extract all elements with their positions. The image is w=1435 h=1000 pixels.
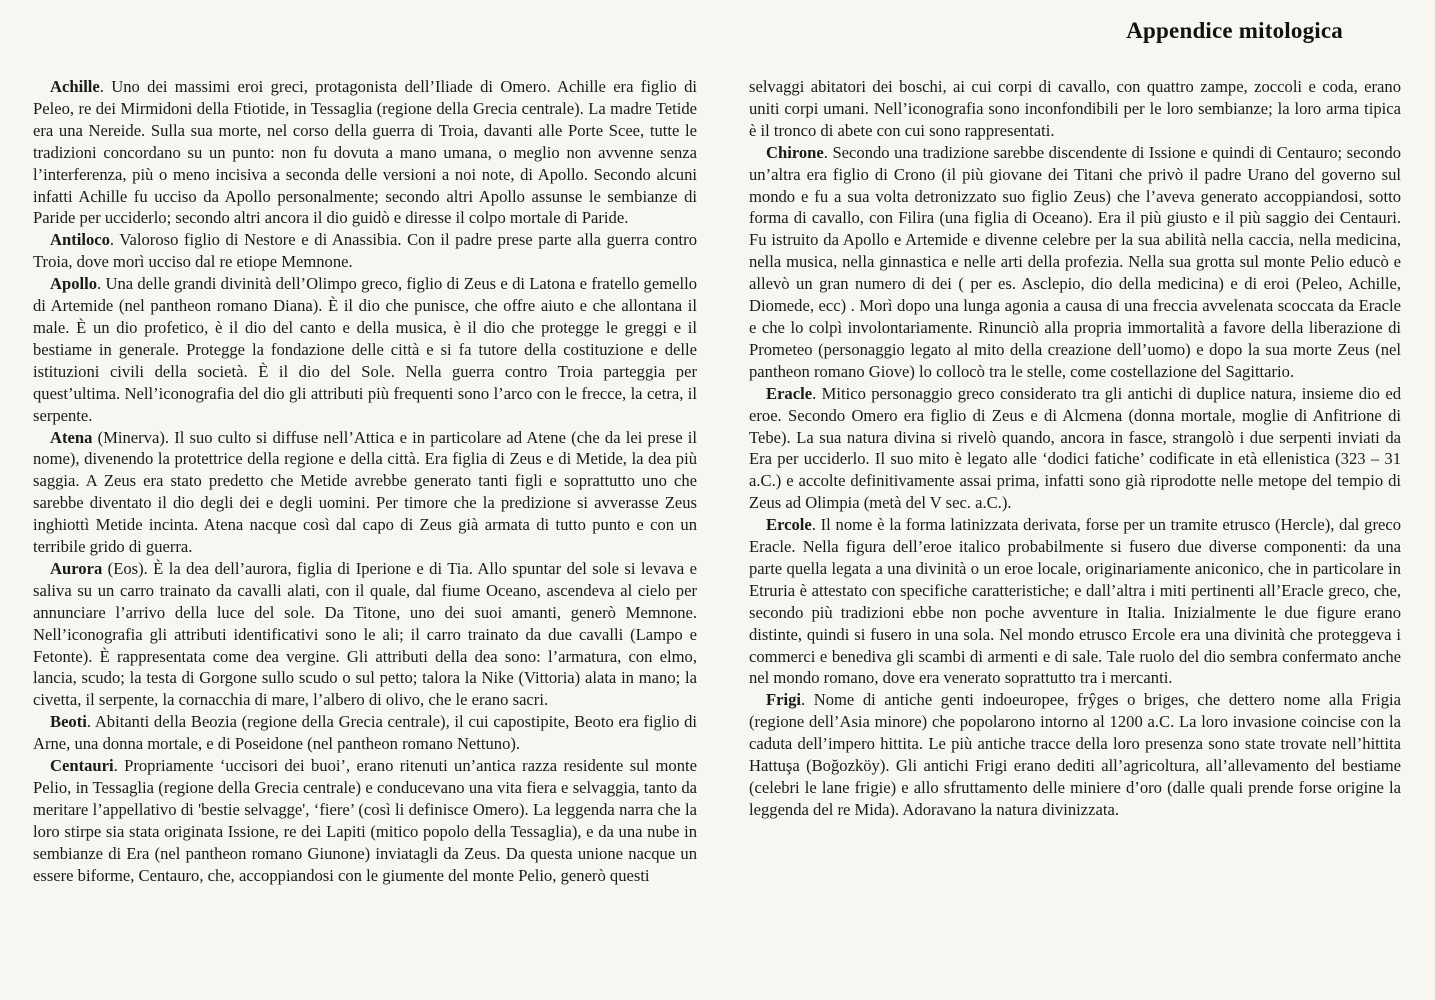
glossary-entry-chirone — [749, 142, 1401, 383]
glossary-entry-eracle — [749, 383, 1401, 514]
entry-term: Achille — [50, 77, 100, 96]
entry-text: . Secondo una tradizione sarebbe discendente di Issione e quindi di Centauro; secondo un’altra era figlio di Crono (il più giovane dei Titani che privò il padre Urano del governo sul mondo e fu a sua volta detronizzato suo figlio Zeus) che l’aveva generato accoppiandosi, sotto forma di cavallo, con Filira (una figlia di Oceano). Era il più giusto e il più saggio dei Centauri. Fu istruito da Apollo e Artemide e divenne celebre per la sua abilità nella caccia, nella medicina, nella musica, nella ginnastica e nelle arti della profezia. Nella sua grotta sul monte Pelio educò e allevò un gran numero di dei ( per es. Asclepio, dio della medicina) e di eroi (Peleo, Achille, Diomede, ecc) . Morì dopo una lunga agonia a causa di una freccia avvelenata scoccata da Eracle e che lo colpì involontariamente. Rinunciò alla propria immortalità a favore della liberazione di Prometeo (personaggio legato al mito della creazione dell’uomo) e dopo la sua morte Zeus (nel pantheon romano Giove) lo collocò tra le stelle, come costellazione del Sagittario. — [749, 142, 1401, 381]
entry-term: Eracle — [766, 383, 813, 403]
glossary-entry-ercole — [749, 514, 1401, 689]
entry-text: . Una delle grandi divinità dell’Olimpo greco, figlio di Zeus e di Latona e fratello gemello di Artemide (nel pantheon romano Diana). È il dio che punisce, che offre aiuto e che allontana il male. È un dio profetico, è il dio del canto e della musica, è il dio che protegge le greggi e il bestiame in generale. Protegge la fondazione delle città e si fa tutore della costituzione e delle istituzioni civili della società. È il dio del Sole. Nella guerra contro Troia parteggia per quest’ultima. Nell’iconografia del dio gli attributi più frequenti sono l’arco con le frecce, la cetra, il serpente. — [33, 274, 697, 425]
entry-term: Aurora — [50, 558, 103, 578]
glossary-entry-frigi — [749, 689, 1401, 820]
glossary-entry-atena — [33, 427, 697, 558]
entry-text: . Abitanti della Beozia (regione della Grecia centrale), il cui capostipite, Beoto era figlio di Arne, una donna mortale, e di Poseidone (nel pantheon romano Nettuno). — [33, 712, 697, 754]
entry-term: Centauri — [50, 756, 114, 776]
entry-text: . Il nome è la forma latinizzata derivata, forse per un tramite etrusco (Hercle), dal greco Eracle. Nella figura dell’eroe italico probabilmente si fusero due diverse componenti: da una parte quella legata a una divinità o un eroe locale, originariamente aniconico, che in particolare in Etruria è attestato con specifiche caratteristiche; e dall’altra i miti pertinenti all’Eracle greco, che, secondo più tradizioni ebbe non poche avventure in Italia. Inizialmente le due figure erano distinte, quindi si fusero in una sola. Nel mondo etrusco Ercole era una divinità che proteggeva i commerci e benediva gli scambi di armenti e di sale. Tale ruolo del dio sembra confermato anche nel mondo romano, dove era venerato soprattutto tra i mercanti. — [749, 515, 1401, 688]
entry-term: Atena — [50, 427, 93, 447]
entry-term: Ercole — [766, 515, 812, 535]
left-column — [33, 76, 697, 887]
entry-text: (Eos). È la dea dell’aurora, figlia di Iperione e di Tia. Allo spuntar del sole si levava e saliva su un carro trainato da cavalli alati, con il quale, dal fiume Oceano, ascendeva al cielo per annunciare l’arrivo della luce del sole. Da Titone, uno dei suoi amanti, generò Memnone. Nell’iconografia gli attributi identificativi sono le ali; il carro trainato da due cavalli (Lampo e Fetonte). È rappresentata come dea vergine. Gli attributi della dea sono: l’armatura, con elmo, lancia, scudo; la testa di Gorgone sullo scudo o sul petto; talora la Nike (Vittoria) alata in mano; la civetta, il serpente, la cornacchia di mare, l’albero di olivo, che le erano sacri. — [33, 558, 697, 710]
entry-term: Frigi — [766, 690, 802, 710]
glossary-entry-continuation: selvaggi abitatori dei boschi, ai cui corpi di cavallo, con quattro zampe, zoccoli e coda, erano uniti corpi umani. Nell’iconografia sono inconfondibili per le loro sembianze; la loro arma tipica è il tronco di abete con cui sono rappresentati. — [749, 77, 1401, 140]
glossary-entry-antiloco — [33, 229, 697, 273]
entry-text: . Uno dei massimi eroi greci, protagonista dell’Iliade di Omero. Achille era figlio di Peleo, re dei Mirmidoni della Ftiotide, in Tessaglia (regione della Grecia centrale). La madre Tetide era una Nereide. Sulla sua morte, nel corso della guerra di Troia, davanti alle Porte Scee, tutte le tradizioni concordano su un punto: non fu dovuta a mano umana, o meglio non avvenne senza l’interferenza, più o meno incisiva a seconda delle versioni a noi note, di Apollo. Secondo alcuni infatti Achille fu ucciso da Apollo personalmente; secondo altri Apollo assunse le sembianze di Paride per ucciderlo; secondo altri ancora il dio guidò e diresse il colpo mortale di Paride. — [33, 77, 697, 228]
right-column — [749, 76, 1401, 821]
glossary-entry-beoti — [33, 711, 697, 755]
entry-text: . Nome di antiche genti indoeuropee, frŷges o briges, che dettero nome alla Frigia (regione dell’Asia minore) che popolarono intorno al 1200 a.C. La loro invasione coincise con la caduta dell’impero hittita. Le più antiche tracce della loro presenza sono state trovate nell’hittita Hattuşa (Boğozköy). Gli antichi Frigi erano dediti all’agricoltura, all’allevamento del bestiame (celebri le lane frigie) e allo sfruttamento delle miniere d’oro (dalle quali prende forse origine la leggenda del re Mida). Adoravano la natura divinizzata. — [749, 690, 1401, 819]
entry-term: Beoti — [50, 712, 87, 732]
entry-text: . Propriamente ‘uccisori dei buoi’, erano ritenuti un’antica razza residente sul monte Pelio, in Tessaglia (regione della Grecia centrale) e conducevano una vita fiera e selvaggia, tanto da meritare l’appellativo di 'bestie selvagge', ‘fiere’ (così li definisce Omero). La leggenda narra che la loro stirpe sia stata originata Issione, re dei Lapiti (mitico popolo della Tessaglia), e da una nube in sembianze di Era (nel pantheon romano Giunone) inviatagli da Zeus. Da questa unione nacque un essere biforme, Centauro, che, accoppiandosi con le giumente del monte Pelio, generò questi — [33, 756, 697, 885]
entry-text: . Mitico personaggio greco considerato tra gli antichi di duplice natura, insieme dio ed eroe. Secondo Omero era figlio di Zeus e di Alcmena (donna mortale, moglie di Anfitrione di Tebe). La sua natura divina si rivelò quando, ancora in fasce, strangolò i due serpenti inviati da Era per ucciderlo. Il suo mito è legato alle ‘dodici fatiche’ codificate in età ellenistica (323 – 31 a.C.) e accolte definitivamente assai prima, infatti sono già riprodotte nelle metope del tempio di Zeus ad Olimpia (metà del V sec. a.C.). — [749, 383, 1401, 513]
entry-term: Chirone — [766, 142, 824, 162]
entry-term: Antiloco — [50, 230, 110, 250]
glossary-entry-aurora — [33, 558, 697, 711]
glossary-entry-achille — [33, 76, 697, 229]
glossary-entry-apollo — [33, 273, 697, 426]
entry-text: . Valoroso figlio di Nestore e di Anassibia. Con il padre prese parte alla guerra contro Troia, dove morì ucciso dal re etiope Memnone. — [33, 230, 697, 272]
entry-text: (Minerva). Il suo culto si diffuse nell’Attica e in particolare ad Atene (che da lei prese il nome), divenendo la protettrice della regione e della città. Era figlia di Zeus e di Metide, la dea più saggia. A Zeus era stato predetto che Metide avrebbe generato tanti figli e soprattutto uno che sarebbe diventato il dio degli dei e degli uomini. Per timore che la predizione si avverasse Zeus inghiottì Metide incinta. Atena nacque così dal capo di Zeus già armata di tutto punto e con un terribile grido di guerra. — [33, 427, 697, 557]
page-title: Appendice mitologica — [1126, 18, 1343, 43]
glossary-entry-centauri — [33, 755, 697, 886]
entry-term: Apollo — [50, 274, 98, 294]
